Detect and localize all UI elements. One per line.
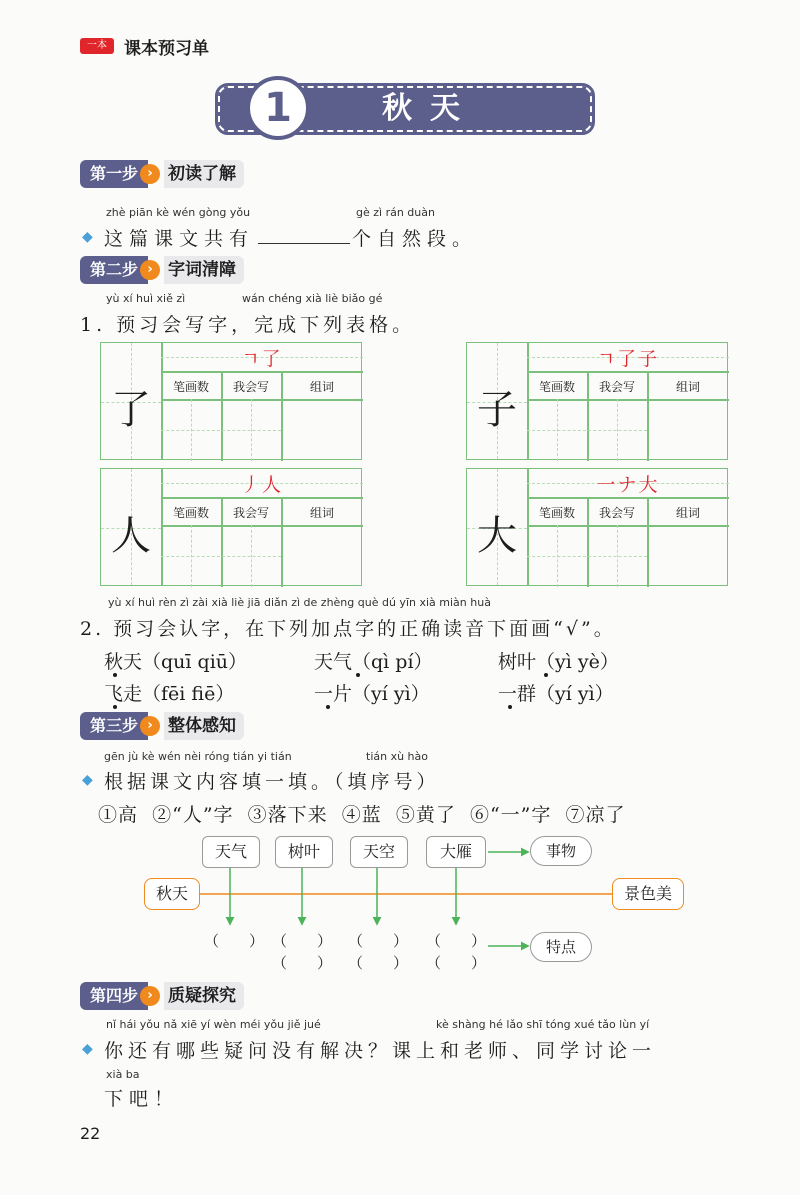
step4-tag [80,982,244,1010]
step4-pinyin-c: xià ba [106,1068,140,1081]
reading-word: 秋天 [104,651,143,673]
grid-big-char: 了 [111,387,151,433]
option: ②“人”字 [152,804,234,826]
step3-text: 根据课文内容填一填。（填序号） [104,771,440,793]
lesson-title: 秋天 [382,91,478,126]
step1-pinyin-b: gè zì rán duàn [356,206,435,219]
step3-number: 第三步 [80,712,148,740]
column-header: 我会写 [232,380,269,394]
step4-label: 质疑探究 [164,982,244,1010]
diamond-bullet-icon: ◆ [82,772,93,788]
arrow-icon: › [140,716,160,736]
step4-pinyin-a: nǐ hái yǒu nǎ xiē yí wèn méi yǒu jiě jué [106,1018,321,1031]
answer-blank[interactable]: （ ） [426,954,487,972]
stroke-order: 一ナ大 [596,474,660,496]
column-header: 笔画数 [538,380,575,394]
step3-pinyin-a: gēn jù kè wén nèi róng tián yi tián [104,750,292,763]
column-header: 笔画数 [172,506,209,520]
column-header: 组词 [309,506,334,520]
column-header: 组词 [675,506,700,520]
q1-pinyin-a: yù xí huì xiě zì [106,292,186,305]
stroke-order: ㄱ了子 [596,348,660,370]
step3-label: 整体感知 [164,712,244,740]
answer-blank[interactable]: （ ） [348,954,409,972]
q1-text: 1. 预习会写字，完成下列表格。 [80,314,416,336]
column-header: 笔画数 [172,380,209,394]
step3-pinyin-b: tián xù hào [366,750,428,763]
arrow-icon: › [140,260,160,280]
option: ⑥“一”字 [469,804,552,826]
diamond-bullet-icon: ◆ [82,1041,93,1057]
stroke-order: ㄱ了 [241,348,283,370]
reading-options: （yì yè） [536,651,619,673]
grid-big-char: 子 [477,387,517,433]
step4-number: 第四步 [80,982,148,1010]
diamond-bullet-icon: ◆ [82,229,93,245]
item-box: 天空 [350,836,408,868]
option: ⑦凉了 [565,804,626,826]
reading-options: （yí yì） [352,683,430,705]
answer-blank[interactable]: （ ） [272,954,333,972]
answer-blank[interactable]: （ ） [204,932,265,950]
reading-word: 树叶 [498,651,537,673]
step1-label: 初读了解 [164,160,244,188]
grid-big-char: 人 [111,513,151,559]
q1-pinyin-b: wán chéng xià liè biǎo gé [242,292,383,305]
column-header: 我会写 [232,506,269,520]
item-box: 大雁 [426,836,486,868]
reading-word: 一群 [498,683,537,705]
step4-text: 你还有哪些疑问没有解决？课上和老师、同学讨论一 [104,1040,657,1062]
reading-word: 飞走 [104,683,143,705]
column-header: 我会写 [598,506,635,520]
scenery-box: 景色美 [612,878,684,910]
arrow-icon: › [140,986,160,1006]
item-box: 树叶 [275,836,333,868]
column-header: 组词 [309,380,334,394]
reading-options: （yí yì） [536,683,614,705]
feature-cloud: 特点 [530,932,592,962]
step1-text-a: 这篇课文共有 [104,228,255,250]
page-number: 22 [80,1124,101,1143]
q2-pinyin: yù xí huì rèn zì zài xià liè jiā diǎn zì de zhèng què dú yīn xià miàn huà [108,596,491,609]
page-header-title: 课本预习单 [124,39,209,59]
step2-number: 第二步 [80,256,148,284]
step4-text2: 下吧！ [104,1088,180,1110]
answer-blank[interactable]: （ ） [272,932,333,950]
option: ①高 [98,804,139,826]
step4-pinyin-b: kè shàng hé lǎo shī tóng xué tǎo lùn yí [436,1018,650,1031]
things-cloud: 事物 [530,836,592,866]
column-header: 笔画数 [538,506,575,520]
reading-word: 天气 [314,651,353,673]
option: ④蓝 [341,804,382,826]
column-header: 我会写 [598,380,635,394]
autumn-box: 秋天 [144,878,200,910]
reading-options: （qì pí） [352,651,433,673]
grid-big-char: 大 [477,513,517,559]
q2-text: 2. 预习会认字，在下列加点字的正确读音下面画“√”。 [80,618,616,640]
step1-pinyin-a: zhè piān kè wén gòng yǒu [106,206,251,219]
step2-label: 字词清障 [164,256,244,284]
reading-word: 一片 [314,683,353,705]
stroke-order: 丿人 [240,474,283,496]
step1-number: 第一步 [80,160,148,188]
lesson-number: 1 [264,85,292,131]
option: ③落下来 [247,804,328,826]
answer-blank[interactable]: （ ） [426,932,487,950]
column-header: 组词 [675,380,700,394]
answer-blank[interactable]: （ ） [348,932,409,950]
brand-badge: 一本 [80,38,114,54]
item-box: 天气 [202,836,260,868]
arrow-icon: › [140,164,160,184]
reading-options: （quī qiū） [142,651,248,673]
step1-text-b: 个自然段。 [352,228,478,250]
option: ⑤黄了 [395,804,456,826]
reading-options: （fēi fiē） [142,683,235,705]
